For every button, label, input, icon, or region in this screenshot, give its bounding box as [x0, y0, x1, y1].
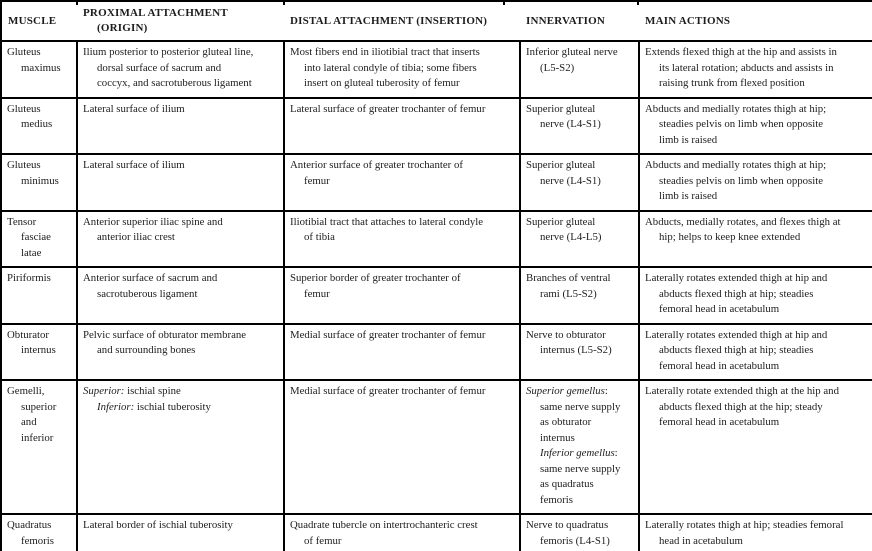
text-segment: Obturator	[7, 328, 49, 341]
text-line	[526, 343, 636, 359]
text-line	[526, 61, 636, 77]
text-segment: MAIN ACTIONS	[645, 14, 731, 27]
text-line	[645, 287, 870, 303]
text-line	[290, 14, 517, 29]
text-segment: same nerve supply	[540, 462, 621, 475]
cell-obturator-internus-muscle	[1, 324, 77, 381]
text-line	[83, 21, 281, 36]
cell-gemelli-superior-and-inferior-proximal-attachment	[77, 380, 284, 514]
text-segment: Anterior superior iliac spine and	[83, 215, 223, 228]
text-segment: same nerve supply	[540, 400, 621, 413]
text-line	[7, 271, 74, 287]
text-segment: Anterior surface of sacrum and	[83, 272, 218, 284]
text-segment: sacrotuberous ligament	[97, 287, 198, 300]
text-segment: latae	[21, 246, 42, 259]
cell-gemelli-superior-and-inferior-innervation	[520, 380, 639, 514]
text-segment: rami (L5-S2)	[540, 287, 597, 300]
row-gemelli-superior-and-inferior	[1, 380, 872, 514]
text-line	[526, 271, 636, 287]
cell-obturator-internus-proximal-attachment	[77, 324, 284, 381]
text-line	[645, 174, 870, 190]
text-line	[526, 117, 636, 133]
text-line	[7, 61, 74, 77]
text-segment: and	[21, 416, 37, 428]
cell-gluteus-minimus-proximal-attachment	[77, 154, 284, 211]
text-line	[526, 45, 636, 61]
cell-quadratus-femoris-innervation	[520, 514, 639, 551]
text-line	[645, 189, 870, 205]
text-line	[526, 534, 636, 550]
text-segment: femur	[304, 287, 330, 300]
text-segment: Quadratus	[7, 519, 52, 531]
text-segment: Most fibers end in iliotibial tract that inserts	[290, 46, 480, 58]
cell-tensor-fasciae-latae-main-actions	[639, 211, 872, 268]
text-line	[7, 431, 74, 447]
text-line	[83, 400, 281, 416]
text-segment: and surrounding bones	[97, 344, 196, 356]
text-segment: insert on gluteal tuberosity of femur	[304, 77, 460, 89]
text-segment: Inferior gluteal nerve	[526, 46, 618, 58]
text-line	[290, 384, 517, 400]
text-line	[7, 384, 74, 400]
text-line	[290, 518, 517, 534]
text-segment: femoris	[21, 534, 54, 547]
text-line	[290, 215, 517, 231]
text-line	[7, 230, 74, 246]
text-line	[645, 343, 870, 359]
text-line	[290, 271, 517, 287]
text-segment: ischial spine	[124, 385, 181, 397]
text-line	[83, 384, 281, 400]
text-line	[83, 271, 281, 287]
cell-gluteus-maximus-proximal-attachment	[77, 41, 284, 98]
text-segment: Lateral surface of ilium	[83, 102, 185, 115]
text-line	[645, 400, 870, 416]
text-line	[83, 102, 281, 118]
text-segment: Gluteus	[7, 102, 41, 115]
text-line	[526, 462, 636, 478]
text-segment: Nerve to quadratus	[526, 519, 609, 531]
text-line	[83, 343, 281, 359]
cell-gluteus-minimus-innervation	[520, 154, 639, 211]
text-line	[645, 61, 870, 77]
header-innervation	[520, 1, 639, 41]
cell-gluteus-minimus-muscle	[1, 154, 77, 211]
text-segment: Superior border of greater trochanter of	[290, 272, 461, 284]
text-line	[7, 534, 74, 550]
header-distal-attachment	[284, 1, 520, 41]
text-segment: Superior gemellus	[526, 385, 605, 397]
cell-tensor-fasciae-latae-muscle	[1, 211, 77, 268]
text-segment: as obturator	[540, 416, 592, 428]
top-tick	[76, 0, 78, 5]
text-segment: INNERVATION	[526, 14, 606, 27]
cell-piriformis-main-actions	[639, 267, 872, 324]
text-line	[645, 14, 869, 29]
cell-gemelli-superior-and-inferior-muscle	[1, 380, 77, 514]
text-segment: femoral head in acetabulum	[659, 359, 780, 372]
text-line	[83, 287, 281, 303]
text-line	[7, 102, 74, 118]
text-line	[290, 328, 517, 344]
text-line	[290, 61, 517, 77]
text-segment: femur	[304, 174, 330, 187]
cell-obturator-internus-main-actions	[639, 324, 872, 381]
text-segment: Laterally rotates extended thigh at hip and	[645, 272, 828, 284]
cell-gemelli-superior-and-inferior-main-actions	[639, 380, 872, 514]
text-segment: dorsal surface of sacrum and	[97, 61, 222, 74]
text-segment: Gluteus	[7, 46, 41, 58]
text-segment: (L5-S2)	[540, 61, 575, 74]
text-line	[526, 446, 636, 462]
cell-gemelli-superior-and-inferior-distal-attachment	[284, 380, 520, 514]
cell-quadratus-femoris-main-actions	[639, 514, 872, 551]
text-segment: abducts flexed thigh at hip; steadies	[659, 344, 814, 356]
top-tick	[503, 0, 505, 5]
text-segment: minimus	[21, 174, 59, 187]
text-line	[526, 477, 636, 493]
row-tensor-fasciae-latae	[1, 211, 872, 268]
text-segment: internus	[540, 431, 575, 444]
top-tick	[283, 0, 285, 5]
text-line	[645, 102, 870, 118]
text-line	[7, 415, 74, 431]
text-line	[7, 158, 74, 174]
cell-quadratus-femoris-distal-attachment	[284, 514, 520, 551]
text-segment: Tensor	[7, 215, 37, 228]
text-line	[7, 246, 74, 262]
text-segment: ischial tuberosity	[134, 400, 211, 413]
text-segment: Medial surface of greater trochanter of femur	[290, 385, 486, 397]
cell-gluteus-maximus-muscle	[1, 41, 77, 98]
text-segment: into lateral condyle of tibia; some fibers	[304, 61, 477, 74]
text-segment: raising trunk from flexed position	[659, 77, 805, 89]
text-line	[8, 14, 74, 29]
text-line	[290, 174, 517, 190]
text-line	[645, 302, 870, 318]
text-segment: abducts flexed thigh at the hip; steady	[659, 400, 823, 413]
text-line	[645, 158, 870, 174]
text-segment: nerve (L4-S1)	[540, 174, 601, 187]
text-line	[7, 215, 74, 231]
text-segment: its lateral rotation; abducts and assists in	[659, 61, 834, 74]
header-muscle	[1, 1, 77, 41]
text-segment: superior	[21, 400, 57, 413]
text-line	[83, 45, 281, 61]
text-line	[83, 76, 281, 92]
text-segment: Abducts and medially rotates thigh at hip;	[645, 159, 827, 171]
text-line	[645, 230, 870, 246]
text-line	[290, 230, 517, 246]
cell-tensor-fasciae-latae-distal-attachment	[284, 211, 520, 268]
text-segment: Laterally rotates thigh at hip; steadies femoral	[645, 519, 844, 531]
text-line	[645, 534, 870, 550]
text-line	[526, 384, 636, 400]
cell-gluteus-minimus-main-actions	[639, 154, 872, 211]
text-line	[83, 215, 281, 231]
cell-gluteus-medius-muscle	[1, 98, 77, 155]
text-segment: Gemelli,	[7, 385, 45, 397]
text-line	[645, 133, 870, 149]
text-segment: of femur	[304, 534, 342, 547]
row-gluteus-medius	[1, 98, 872, 155]
text-segment: hip; helps to keep knee extended	[659, 231, 801, 243]
text-line	[526, 14, 636, 29]
text-segment: limb is raised	[659, 190, 718, 202]
text-segment: Lateral surface of ilium	[83, 159, 185, 171]
text-line	[83, 328, 281, 344]
row-obturator-internus	[1, 324, 872, 381]
top-tick	[637, 0, 639, 5]
text-segment: maximus	[21, 61, 61, 74]
cell-tensor-fasciae-latae-proximal-attachment	[77, 211, 284, 268]
row-piriformis	[1, 267, 872, 324]
text-line	[7, 45, 74, 61]
text-line	[526, 493, 636, 509]
text-line	[83, 230, 281, 246]
text-segment: Anterior surface of greater trochanter of	[290, 159, 463, 171]
text-segment: steadies pelvis on limb when opposite	[659, 118, 824, 130]
text-line	[526, 158, 636, 174]
text-line	[7, 343, 74, 359]
text-segment: Extends flexed thigh at the hip and assists in	[645, 46, 837, 58]
text-line	[526, 518, 636, 534]
cell-quadratus-femoris-proximal-attachment	[77, 514, 284, 551]
text-line	[526, 174, 636, 190]
text-segment: femoral head in acetabulum	[659, 416, 780, 428]
text-line	[526, 230, 636, 246]
row-gluteus-minimus	[1, 154, 872, 211]
text-line	[526, 415, 636, 431]
text-line	[526, 287, 636, 303]
text-segment: head in acetabulum	[659, 534, 743, 547]
text-segment: femoral head in acetabulum	[659, 303, 780, 315]
text-segment: Quadrate tubercle on intertrochanteric crest	[290, 519, 478, 531]
cell-obturator-internus-innervation	[520, 324, 639, 381]
text-segment: Laterally rotate extended thigh at the hip and	[645, 385, 839, 397]
text-line	[526, 215, 636, 231]
text-line	[645, 328, 870, 344]
text-line	[526, 400, 636, 416]
text-line	[83, 6, 281, 21]
text-segment: Superior:	[83, 385, 125, 397]
cell-piriformis-distal-attachment	[284, 267, 520, 324]
text-segment: as quadratus	[540, 478, 594, 490]
text-segment: internus	[21, 344, 56, 356]
text-line	[7, 518, 74, 534]
text-segment: Nerve to obturator	[526, 328, 606, 341]
text-line	[645, 117, 870, 133]
text-line	[7, 117, 74, 133]
text-line	[290, 102, 517, 118]
text-segment: Piriformis	[7, 272, 51, 284]
text-line	[645, 384, 870, 400]
text-segment: Abducts, medially rotates, and flexes thigh at	[645, 215, 841, 228]
text-line	[526, 102, 636, 118]
text-line	[7, 400, 74, 416]
text-segment: Inferior:	[97, 400, 135, 413]
text-segment: fasciae	[21, 231, 51, 243]
cell-gluteus-medius-distal-attachment	[284, 98, 520, 155]
cell-gluteus-maximus-main-actions	[639, 41, 872, 98]
text-segment: Superior gluteal	[526, 215, 596, 228]
text-line	[645, 45, 870, 61]
text-segment: Laterally rotates extended thigh at hip and	[645, 328, 828, 341]
cell-gluteus-maximus-innervation	[520, 41, 639, 98]
text-segment: limb is raised	[659, 133, 718, 146]
cell-gluteus-minimus-distal-attachment	[284, 154, 520, 211]
text-line	[645, 415, 870, 431]
text-segment: femoris (L4-S1)	[540, 534, 610, 547]
table-body	[1, 41, 872, 551]
text-segment: MUSCLE	[8, 14, 57, 27]
text-line	[290, 158, 517, 174]
text-segment: steadies pelvis on limb when opposite	[659, 174, 824, 187]
text-line	[645, 271, 870, 287]
text-segment: anterior iliac crest	[97, 231, 175, 243]
text-segment: Abducts and medially rotates thigh at hip;	[645, 102, 827, 115]
header-main-actions	[639, 1, 872, 41]
text-segment: Superior gluteal	[526, 159, 596, 171]
cell-quadratus-femoris-muscle	[1, 514, 77, 551]
text-line	[645, 76, 870, 92]
cell-piriformis-muscle	[1, 267, 77, 324]
text-segment: Gluteus	[7, 159, 41, 171]
text-segment: DISTAL ATTACHMENT (INSERTION)	[290, 14, 488, 27]
text-segment: Ilium posterior to posterior gluteal line,	[83, 46, 254, 58]
text-segment: (ORIGIN)	[97, 22, 148, 34]
text-segment: Pelvic surface of obturator membrane	[83, 328, 247, 341]
cell-piriformis-innervation	[520, 267, 639, 324]
header-row	[1, 1, 872, 41]
text-line	[290, 76, 517, 92]
header-proximal-attachment	[77, 1, 284, 41]
text-segment: medius	[21, 118, 53, 130]
text-segment: femoris	[540, 493, 573, 506]
text-segment: Lateral surface of greater trochanter of femur	[290, 102, 486, 115]
text-segment: internus (L5-S2)	[540, 344, 612, 356]
row-gluteus-maximus	[1, 41, 872, 98]
cell-obturator-internus-distal-attachment	[284, 324, 520, 381]
text-line	[83, 61, 281, 77]
text-line	[290, 287, 517, 303]
text-line	[645, 518, 870, 534]
text-line	[526, 431, 636, 447]
text-line	[7, 328, 74, 344]
text-segment: Superior gluteal	[526, 102, 596, 115]
text-line	[526, 328, 636, 344]
text-line	[645, 359, 870, 375]
cell-gluteus-medius-proximal-attachment	[77, 98, 284, 155]
text-line	[83, 518, 281, 534]
text-segment: Lateral border of ischial tuberosity	[83, 519, 233, 531]
text-segment: :	[614, 447, 618, 459]
text-line	[645, 215, 870, 231]
text-segment: PROXIMAL ATTACHMENT	[83, 7, 228, 19]
text-line	[290, 534, 517, 550]
text-line	[7, 174, 74, 190]
cell-gluteus-medius-main-actions	[639, 98, 872, 155]
cell-gluteus-maximus-distal-attachment	[284, 41, 520, 98]
text-segment: Inferior gemellus	[540, 447, 615, 459]
text-segment: inferior	[21, 431, 54, 444]
text-segment: Medial surface of greater trochanter of femur	[290, 328, 486, 341]
text-segment: Iliotibial tract that attaches to lateral condyle	[290, 215, 484, 228]
text-segment: nerve (L4-L5)	[540, 231, 602, 243]
text-line	[290, 45, 517, 61]
text-segment: of tibia	[304, 231, 335, 243]
text-segment: abducts flexed thigh at hip; steadies	[659, 287, 814, 300]
cell-tensor-fasciae-latae-innervation	[520, 211, 639, 268]
text-segment: nerve (L4-S1)	[540, 118, 601, 130]
text-segment: Branches of ventral	[526, 272, 611, 284]
cell-gluteus-medius-innervation	[520, 98, 639, 155]
cell-piriformis-proximal-attachment	[77, 267, 284, 324]
text-line	[83, 158, 281, 174]
row-quadratus-femoris	[1, 514, 872, 551]
text-segment: :	[604, 385, 608, 397]
text-segment: coccyx, and sacrotuberous ligament	[97, 77, 252, 89]
